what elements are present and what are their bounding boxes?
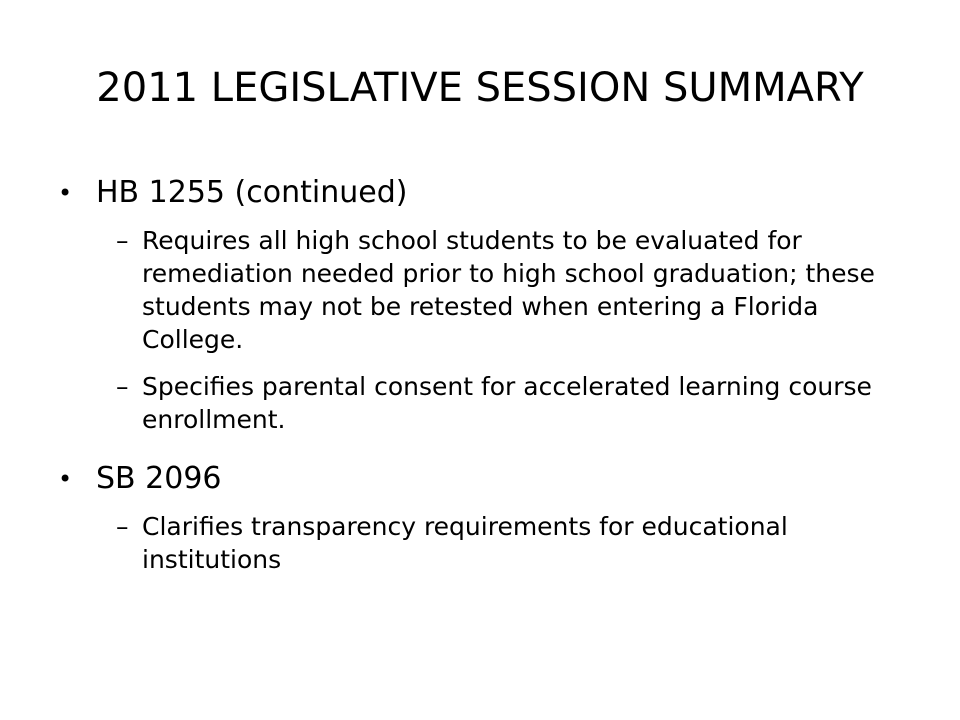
sub-list-hb-1255 <box>58 224 918 436</box>
sub-item-text: Clarifies transparency requirements for educational institutions <box>142 512 788 574</box>
bullet-label: HB 1255 (continued) <box>96 175 408 210</box>
bullet-dot-icon: • <box>58 179 73 207</box>
bullet-sb-2096 <box>58 458 918 500</box>
bullet-dot-icon: • <box>58 465 73 493</box>
sub-item <box>58 224 918 356</box>
dash-icon: – <box>116 512 129 541</box>
sub-item <box>58 510 918 576</box>
dash-icon: – <box>116 372 129 401</box>
sub-item <box>58 370 918 436</box>
sub-item-text: Requires all high school students to be evaluated for remediation needed prior to high school graduation; these students may not be retested when entering a Florida College. <box>142 226 875 354</box>
bullet-hb-1255 <box>58 172 918 214</box>
sub-list-sb-2096 <box>58 510 918 576</box>
slide-content <box>58 172 918 598</box>
slide-title: 2011 LEGISLATIVE SESSION SUMMARY <box>96 65 864 111</box>
bullet-label: SB 2096 <box>96 461 222 496</box>
dash-icon: – <box>116 226 129 255</box>
sub-item-text: Specifies parental consent for accelerated learning course enrollment. <box>142 372 872 434</box>
